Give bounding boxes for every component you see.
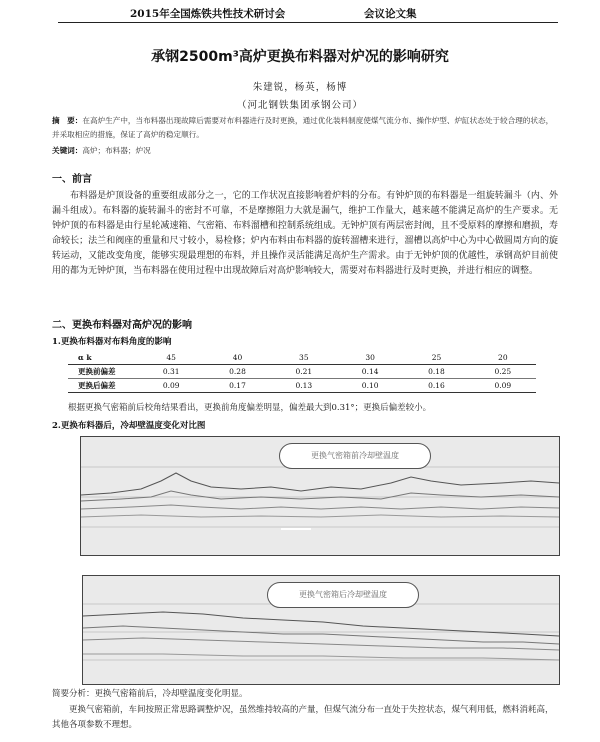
analysis-text: 更换气密箱前，车间按照正常思路调整炉况，虽然维持较高的产量，但煤气流分布一直处于失控状态，煤气利用低，燃料消耗高，其他各项参数不理想。 [52,705,554,730]
table-cell: 0.25 [470,365,536,379]
subsection-1-title: 1.更换布料器对布料角度的影响 [52,337,172,347]
table-header-cell: 25 [403,351,469,365]
keywords [52,145,558,156]
abstract-text: 在高炉生产中，当布料器出现故障后需要对布料器进行及时更换，通过优化装料制度使煤气流分布、操作炉型、炉缸状态处于较合理的状态，并采取相应的措施，保证了高炉的稳定顺行。 [52,116,554,139]
table-corner-label: α k [68,351,138,365]
keywords-text: 高炉；布料器；炉况 [82,146,151,155]
paper-affiliation: （河北钢铁集团承钢公司） [236,100,363,111]
abstract [52,114,558,142]
table-header-cell: 20 [470,351,536,365]
table-row [68,365,536,379]
running-header [130,6,530,21]
table-cell: 0.17 [204,379,270,393]
table-cell: 0.21 [271,365,337,379]
table-cell: 0.31 [138,365,204,379]
table-cell: 0.14 [337,365,403,379]
table-header-row [68,351,536,365]
section-1-body: 布料器是炉顶设备的重要组成部分之一，它的工作状况直接影响着炉料的分布。有钟炉顶的布料器是一组旋转漏斗（内、外漏斗组成）。布料器的旋转漏斗的密封不可靠，不是摩擦阻力大就是漏气，维护工作量大，越来越不能满足高炉的生产要求。无钟炉顶的布料器是由行星轮减速箱、气密箱、布料溜槽和控制系统组成。无钟炉顶有两层密封阀，且不受原料的摩擦和磨损，寿命较长；法兰和阀座的重量和尺寸较小，易检修；炉内布料由布料器的旋转溜槽来进行，溜槽以高炉中心为中心做圆周方向的旋转运动，又能改变角度，能够实现最理想的布料，并且操作灵活能满足高炉生产需求。由于无钟炉顶的优越性，承钢高炉目前使用的都为无钟炉顶，当布料器在使用过程中出现故障后对高炉影响较大，需要对布料器进行及时更换，并进行相应的调整。 [52,191,558,276]
table-cell: 0.10 [337,379,403,393]
before-temperature-chart [80,436,560,556]
before-chart-callout: 更换气密箱前冷却壁温度 [279,443,431,469]
table-cell: 0.09 [138,379,204,393]
paper-title: 承钢2500m³高炉更换布料器对炉况的影响研究 [151,49,449,65]
analysis-summary: 简要分析：更换气密箱前后，冷却壁温度变化明显。 [52,689,248,699]
table-header-cell: 30 [337,351,403,365]
table-cell: 0.16 [403,379,469,393]
table-cell: 0.18 [403,365,469,379]
collection-name: 会议论文集 [364,8,417,20]
table-row-label: 更换后偏差 [68,379,138,393]
paper-authors: 朱建锐，杨英，杨博 [252,82,348,93]
keywords-label: 关键词： [52,146,83,155]
subsection-2-title: 2.更换布料器后，冷却壁温度变化对比图 [52,421,206,431]
conference-name: 2015年全国炼铁共性技术研讨会 [130,8,286,20]
table-cell: 0.13 [271,379,337,393]
table-header-cell: 40 [204,351,270,365]
after-chart-callout: 更换气密箱后冷却壁温度 [267,582,419,608]
table-note: 根据更换气密箱前后校角结果看出，更换前角度偏差明显，偏差最大到0.31°；更换后偏差较小。 [68,403,432,413]
table-header-cell: 45 [138,351,204,365]
table-header-cell: 35 [271,351,337,365]
table-row-label: 更换前偏差 [68,365,138,379]
angle-deviation-table [68,351,536,393]
table-row [68,379,536,393]
abstract-label: 摘 要： [52,116,83,125]
header-rule [58,22,558,23]
table-cell: 0.28 [204,365,270,379]
section-1-title: 一、前言 [52,174,92,185]
table-cell: 0.09 [470,379,536,393]
section-2-title: 二、更换布料器对高炉况的影响 [52,320,192,331]
after-temperature-chart [82,575,560,685]
